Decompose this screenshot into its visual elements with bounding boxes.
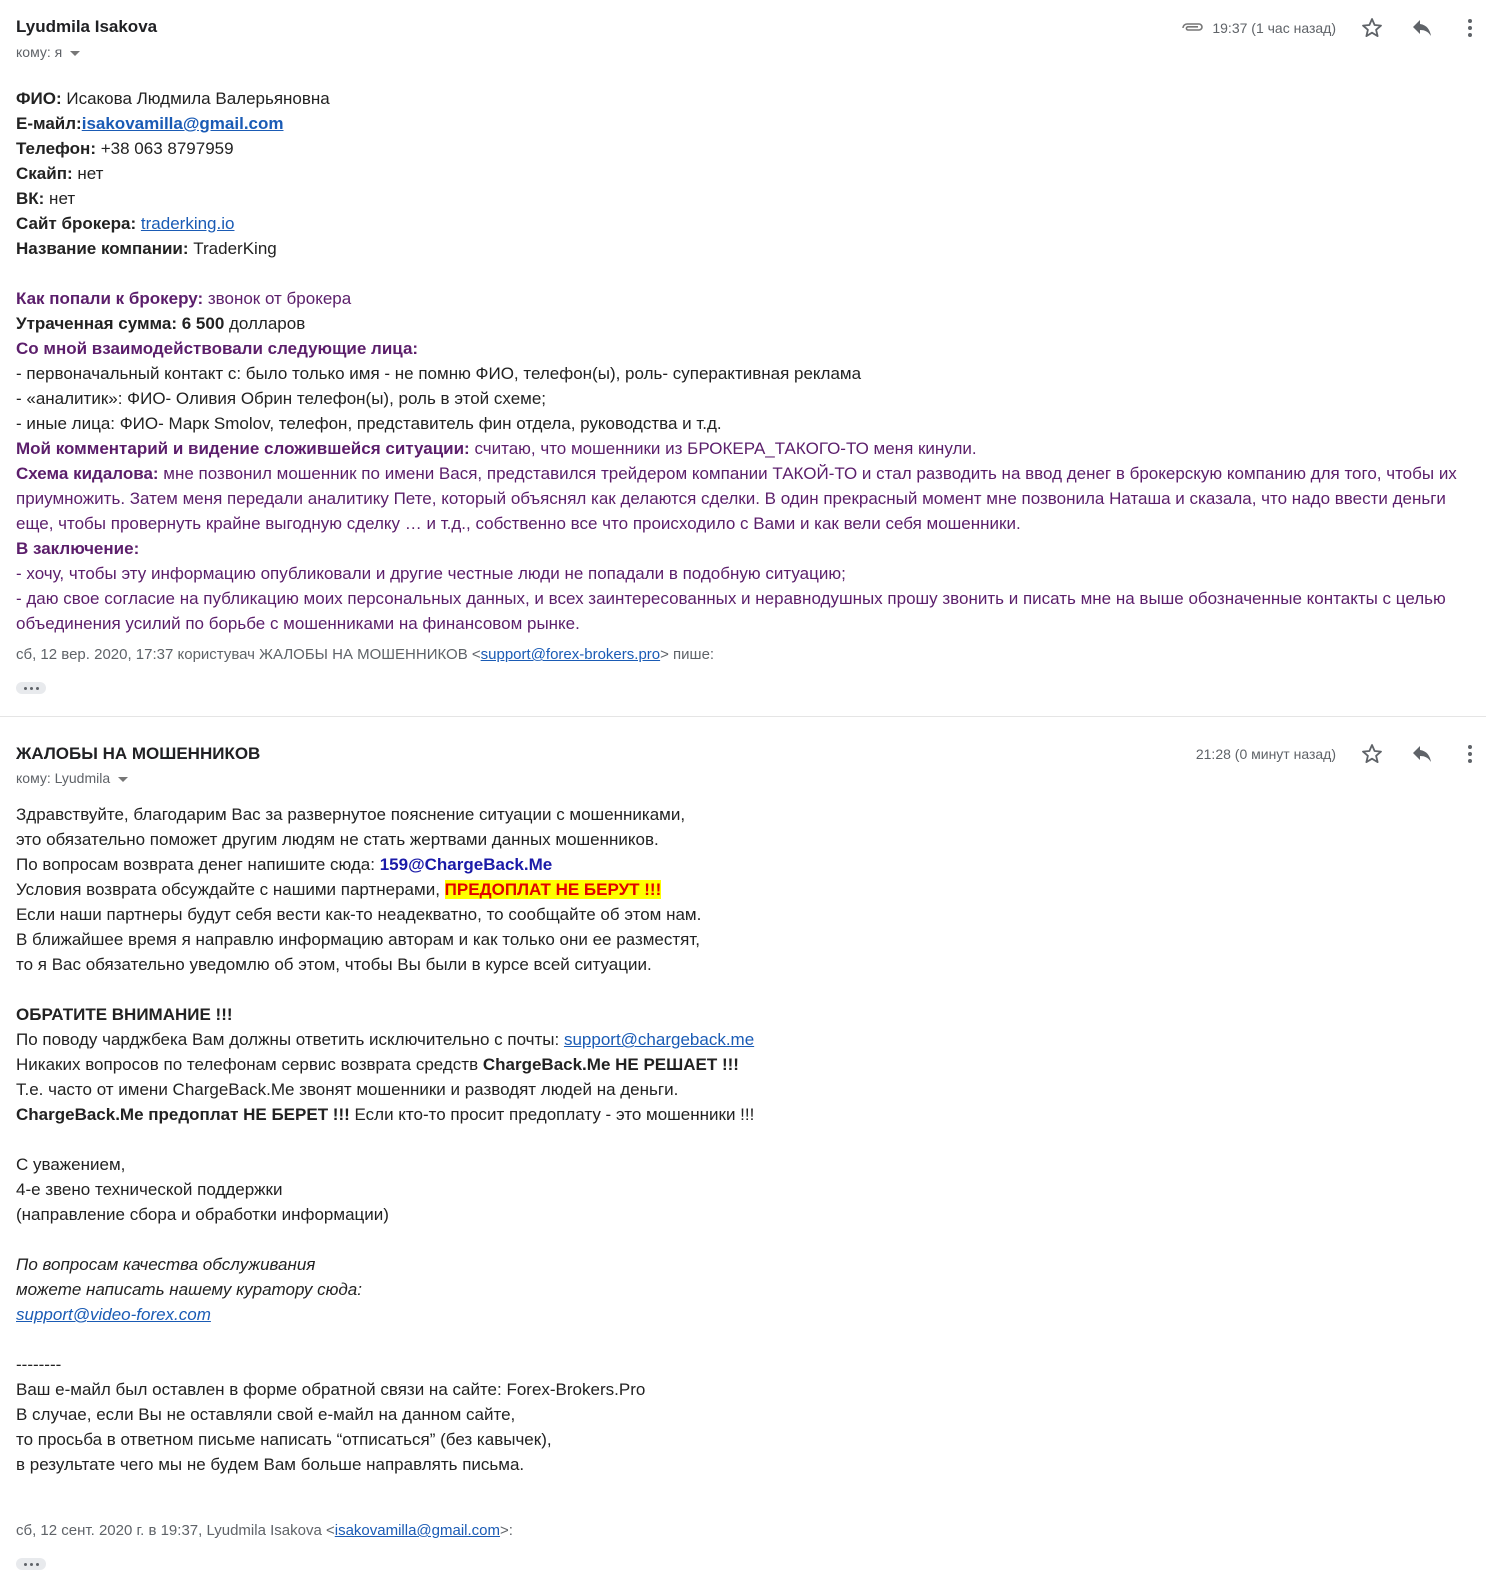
signature-line: С уважением, xyxy=(16,1155,126,1174)
skype-value: нет xyxy=(72,164,104,183)
footer-line: то просьба в ответном письме написать “отписаться” (без кавычек), xyxy=(16,1430,552,1449)
caret-down-icon[interactable] xyxy=(70,51,80,56)
company-label: Название компании: xyxy=(16,239,189,258)
ellipsis-icon xyxy=(24,1563,27,1566)
email-message-2 xyxy=(0,718,1486,1572)
conclusion-item-2: - даю свое согласие на публикацию моих персональных данных, и всех заинтересованных и неравнодушных прошу звонить и писать мне на выше обозначенные контакты с целью объединения усилий по борьбе с мошенниками на финансовом рынке. xyxy=(16,589,1446,633)
quote-attribution xyxy=(16,1522,513,1539)
quality-email-line xyxy=(16,1302,1478,1327)
quote-email-link[interactable]: support@forex-brokers.pro xyxy=(480,646,661,663)
message-body xyxy=(16,802,1478,1477)
phone-warning-bold: ChargeBack.Me НЕ РЕШАЕТ !!! xyxy=(482,1055,739,1074)
recipient-details[interactable] xyxy=(16,770,128,786)
scheme-paragraph xyxy=(16,461,1478,536)
quote-prefix: сб, 12 вер. 2020, 17:37 користувач ЖАЛОБЫ НА МОШЕННИКОВ < xyxy=(16,646,481,663)
comment-value: считаю, что мошенники из БРОКЕРА_ТАКОГО-ТО меня кинули. xyxy=(469,439,977,458)
skype-line xyxy=(16,161,1478,186)
sender-name[interactable]: ЖАЛОБЫ НА МОШЕННИКОВ xyxy=(16,744,261,763)
footer-divider: -------- xyxy=(16,1355,62,1374)
scheme-label: Схема кидалова: xyxy=(16,464,159,483)
ellipsis-icon xyxy=(24,687,27,690)
persons-label: Со мной взаимодействовали следующие лица: xyxy=(16,339,419,358)
company-line xyxy=(16,236,1478,261)
recipient-label: кому: Lyudmila xyxy=(16,770,111,786)
broker-site-line xyxy=(16,211,1478,236)
recipient-details[interactable] xyxy=(16,44,80,60)
chargeback-email-line xyxy=(16,1027,1478,1052)
vk-line xyxy=(16,186,1478,211)
partners-text: Условия возврата обсуждайте с нашими партнерами, xyxy=(16,880,445,899)
body-line: Здравствуйте, благодарим Вас за развернутое пояснение ситуации с мошенниками, xyxy=(16,805,686,824)
body-line: Если наши партнеры будут себя вести как-то неадекватно, то сообщайте об этом нам. xyxy=(16,905,702,924)
phone-label: Телефон: xyxy=(16,139,96,158)
reply-icon[interactable] xyxy=(1410,16,1434,40)
how-value: звонок от брокера xyxy=(203,289,352,308)
chargeback-email-text: По поводу чарджбека Вам должны ответить исключительно с почты: xyxy=(16,1030,564,1049)
vk-label: ВК: xyxy=(16,189,45,208)
conclusion-label: В заключение: xyxy=(16,539,140,558)
vk-value: нет xyxy=(44,189,76,208)
broker-site-link[interactable]: traderking.io xyxy=(140,214,235,233)
ellipsis-dot xyxy=(36,687,39,690)
no-prepayment-highlight: ПРЕДОПЛАТ НЕ БЕРУТ !!! xyxy=(444,880,662,899)
sender-name[interactable]: Lyudmila Isakova xyxy=(16,17,158,36)
caret-down-icon[interactable] xyxy=(118,777,128,782)
fio-line xyxy=(16,86,1478,111)
how-label: Как попали к брокеру: xyxy=(16,289,204,308)
signature-line: 4-е звено технической поддержки xyxy=(16,1180,283,1199)
refund-contact-line xyxy=(16,852,1478,877)
ellipsis-dot xyxy=(36,1563,39,1566)
site-label: Сайт брокера: xyxy=(16,214,141,233)
show-trimmed-content-button[interactable] xyxy=(16,1558,46,1570)
attachment-icon xyxy=(1180,21,1204,35)
ellipsis-dot xyxy=(30,1563,33,1566)
company-value: TraderKing xyxy=(188,239,277,258)
message-header-actions xyxy=(1196,739,1486,769)
ellipsis-dot xyxy=(30,687,33,690)
conclusion-heading xyxy=(16,536,1478,561)
refund-contact-text: По вопросам возврата денег напишите сюда: xyxy=(16,855,380,874)
email-line xyxy=(16,111,1478,136)
message-time: 19:37 (1 час назад) xyxy=(1212,20,1336,36)
attention-text: ОБРАТИТЕ ВНИМАНИЕ !!! xyxy=(16,1005,233,1024)
comment-line xyxy=(16,436,1478,461)
prepayment-warning-bold: ChargeBack.Me предоплат НЕ БЕРЕТ !!! xyxy=(16,1105,350,1124)
persons-item-1: - первоначальный контакт с: было только имя - не помню ФИО, телефон(ы), роль- суперактивная реклама xyxy=(16,364,862,383)
chargeback-email-link[interactable]: support@chargeback.me xyxy=(563,1030,755,1049)
quality-line: По вопросам качества обслуживания xyxy=(16,1255,316,1274)
recipient-label: кому: я xyxy=(16,44,63,60)
curator-email-link[interactable]: support@video-forex.com xyxy=(16,1305,211,1324)
footer-line: Ваш е-майл был оставлен в форме обратной связи на сайте: Forex-Brokers.Pro xyxy=(16,1380,646,1399)
lost-amount: 6 500 xyxy=(177,314,225,333)
reply-icon[interactable] xyxy=(1410,742,1434,766)
quote-prefix: сб, 12 сент. 2020 г. в 19:37, Lyudmila Isakova < xyxy=(16,1522,335,1539)
message-header-actions xyxy=(1180,13,1486,43)
refund-email[interactable]: 159@ChargeBack.Me xyxy=(379,855,553,874)
body-line: это обязательно поможет другим людям не стать жертвами данных мошенников. xyxy=(16,830,659,849)
more-vert-icon[interactable] xyxy=(1460,16,1480,40)
email-link[interactable]: isakovamilla@gmail.com xyxy=(81,114,284,133)
more-vert-icon[interactable] xyxy=(1460,742,1480,766)
lost-amount-line xyxy=(16,311,1478,336)
phone-value: +38 063 8797959 xyxy=(96,139,234,158)
phone-warning-text: Никаких вопросов по телефонам сервис возврата средств xyxy=(16,1055,483,1074)
scheme-value: мне позвонил мошенник по имени Вася, представился трейдером компании ТАКОЙ-ТО и стал разводить на ввод денег в брокерскую компанию для того, чтобы их приумножить. Затем меня передали аналитику Пете, который объяснял как делаются сделки. В один прекрасный момент мне позвонила Наташа и сказала, что надо ввести деньги еще, чтобы провернуть крайне выгодную сделку … и т.д., собственно все что происходило с Вами и как вели себя мошенники. xyxy=(16,464,1457,533)
persons-heading xyxy=(16,336,1478,361)
signature-line: (направление сбора и обработки информации) xyxy=(16,1205,389,1224)
star-icon[interactable] xyxy=(1360,742,1384,766)
fio-value: Исакова Людмила Валерьяновна xyxy=(61,89,330,108)
phone-warning-line xyxy=(16,1052,1478,1077)
star-icon[interactable] xyxy=(1360,16,1384,40)
lost-label: Утраченная сумма: xyxy=(16,314,178,333)
phone-line xyxy=(16,136,1478,161)
lost-unit: долларов xyxy=(224,314,306,333)
show-trimmed-content-button[interactable] xyxy=(16,682,46,694)
message-time: 21:28 (0 минут назад) xyxy=(1195,746,1336,762)
how-line xyxy=(16,286,1478,311)
partners-line xyxy=(16,877,1478,902)
fio-label: ФИО: xyxy=(16,89,62,108)
quality-line: можете написать нашему куратору сюда: xyxy=(16,1280,362,1299)
persons-item-3: - иные лица: ФИО- Марк Smolov, телефон, представитель фин отдела, руководства и т.д. xyxy=(16,414,722,433)
email-label: Е-майл: xyxy=(16,114,82,133)
quote-attribution xyxy=(16,646,714,663)
body-line: то я Вас обязательно уведомлю об этом, чтобы Вы были в курсе всей ситуации. xyxy=(16,955,652,974)
footer-line: в результате чего мы не будем Вам больше направлять письма. xyxy=(16,1455,525,1474)
quote-suffix: > пише: xyxy=(660,646,715,663)
quote-email-link[interactable]: isakovamilla@gmail.com xyxy=(334,1522,501,1539)
quote-suffix: >: xyxy=(500,1522,513,1539)
prepayment-warning-line xyxy=(16,1102,1478,1127)
body-line: В ближайшее время я направлю информацию авторам и как только они ее разместят, xyxy=(16,930,701,949)
email-message-1 xyxy=(0,0,1486,716)
comment-label: Мой комментарий и видение сложившейся ситуации: xyxy=(16,439,470,458)
body-line: Т.е. часто от имени ChargeBack.Me звонят мошенники и разводят людей на деньги. xyxy=(16,1080,679,1099)
prepayment-warning-text: Если кто-то просит предоплату - это мошенники !!! xyxy=(349,1105,755,1124)
skype-label: Скайп: xyxy=(16,164,73,183)
persons-item-2: - «аналитик»: ФИО- Оливия Обрин телефон(ы), роль в этой схеме; xyxy=(16,389,547,408)
footer-line: В случае, если Вы не оставляли свой е-майл на данном сайте, xyxy=(16,1405,516,1424)
conclusion-item-1: - хочу, чтобы эту информацию опубликовали и другие честные люди не попадали в подобную ситуацию; xyxy=(16,564,846,583)
attention-heading xyxy=(16,1002,1478,1027)
message-divider xyxy=(0,716,1486,717)
message-body xyxy=(16,86,1478,636)
